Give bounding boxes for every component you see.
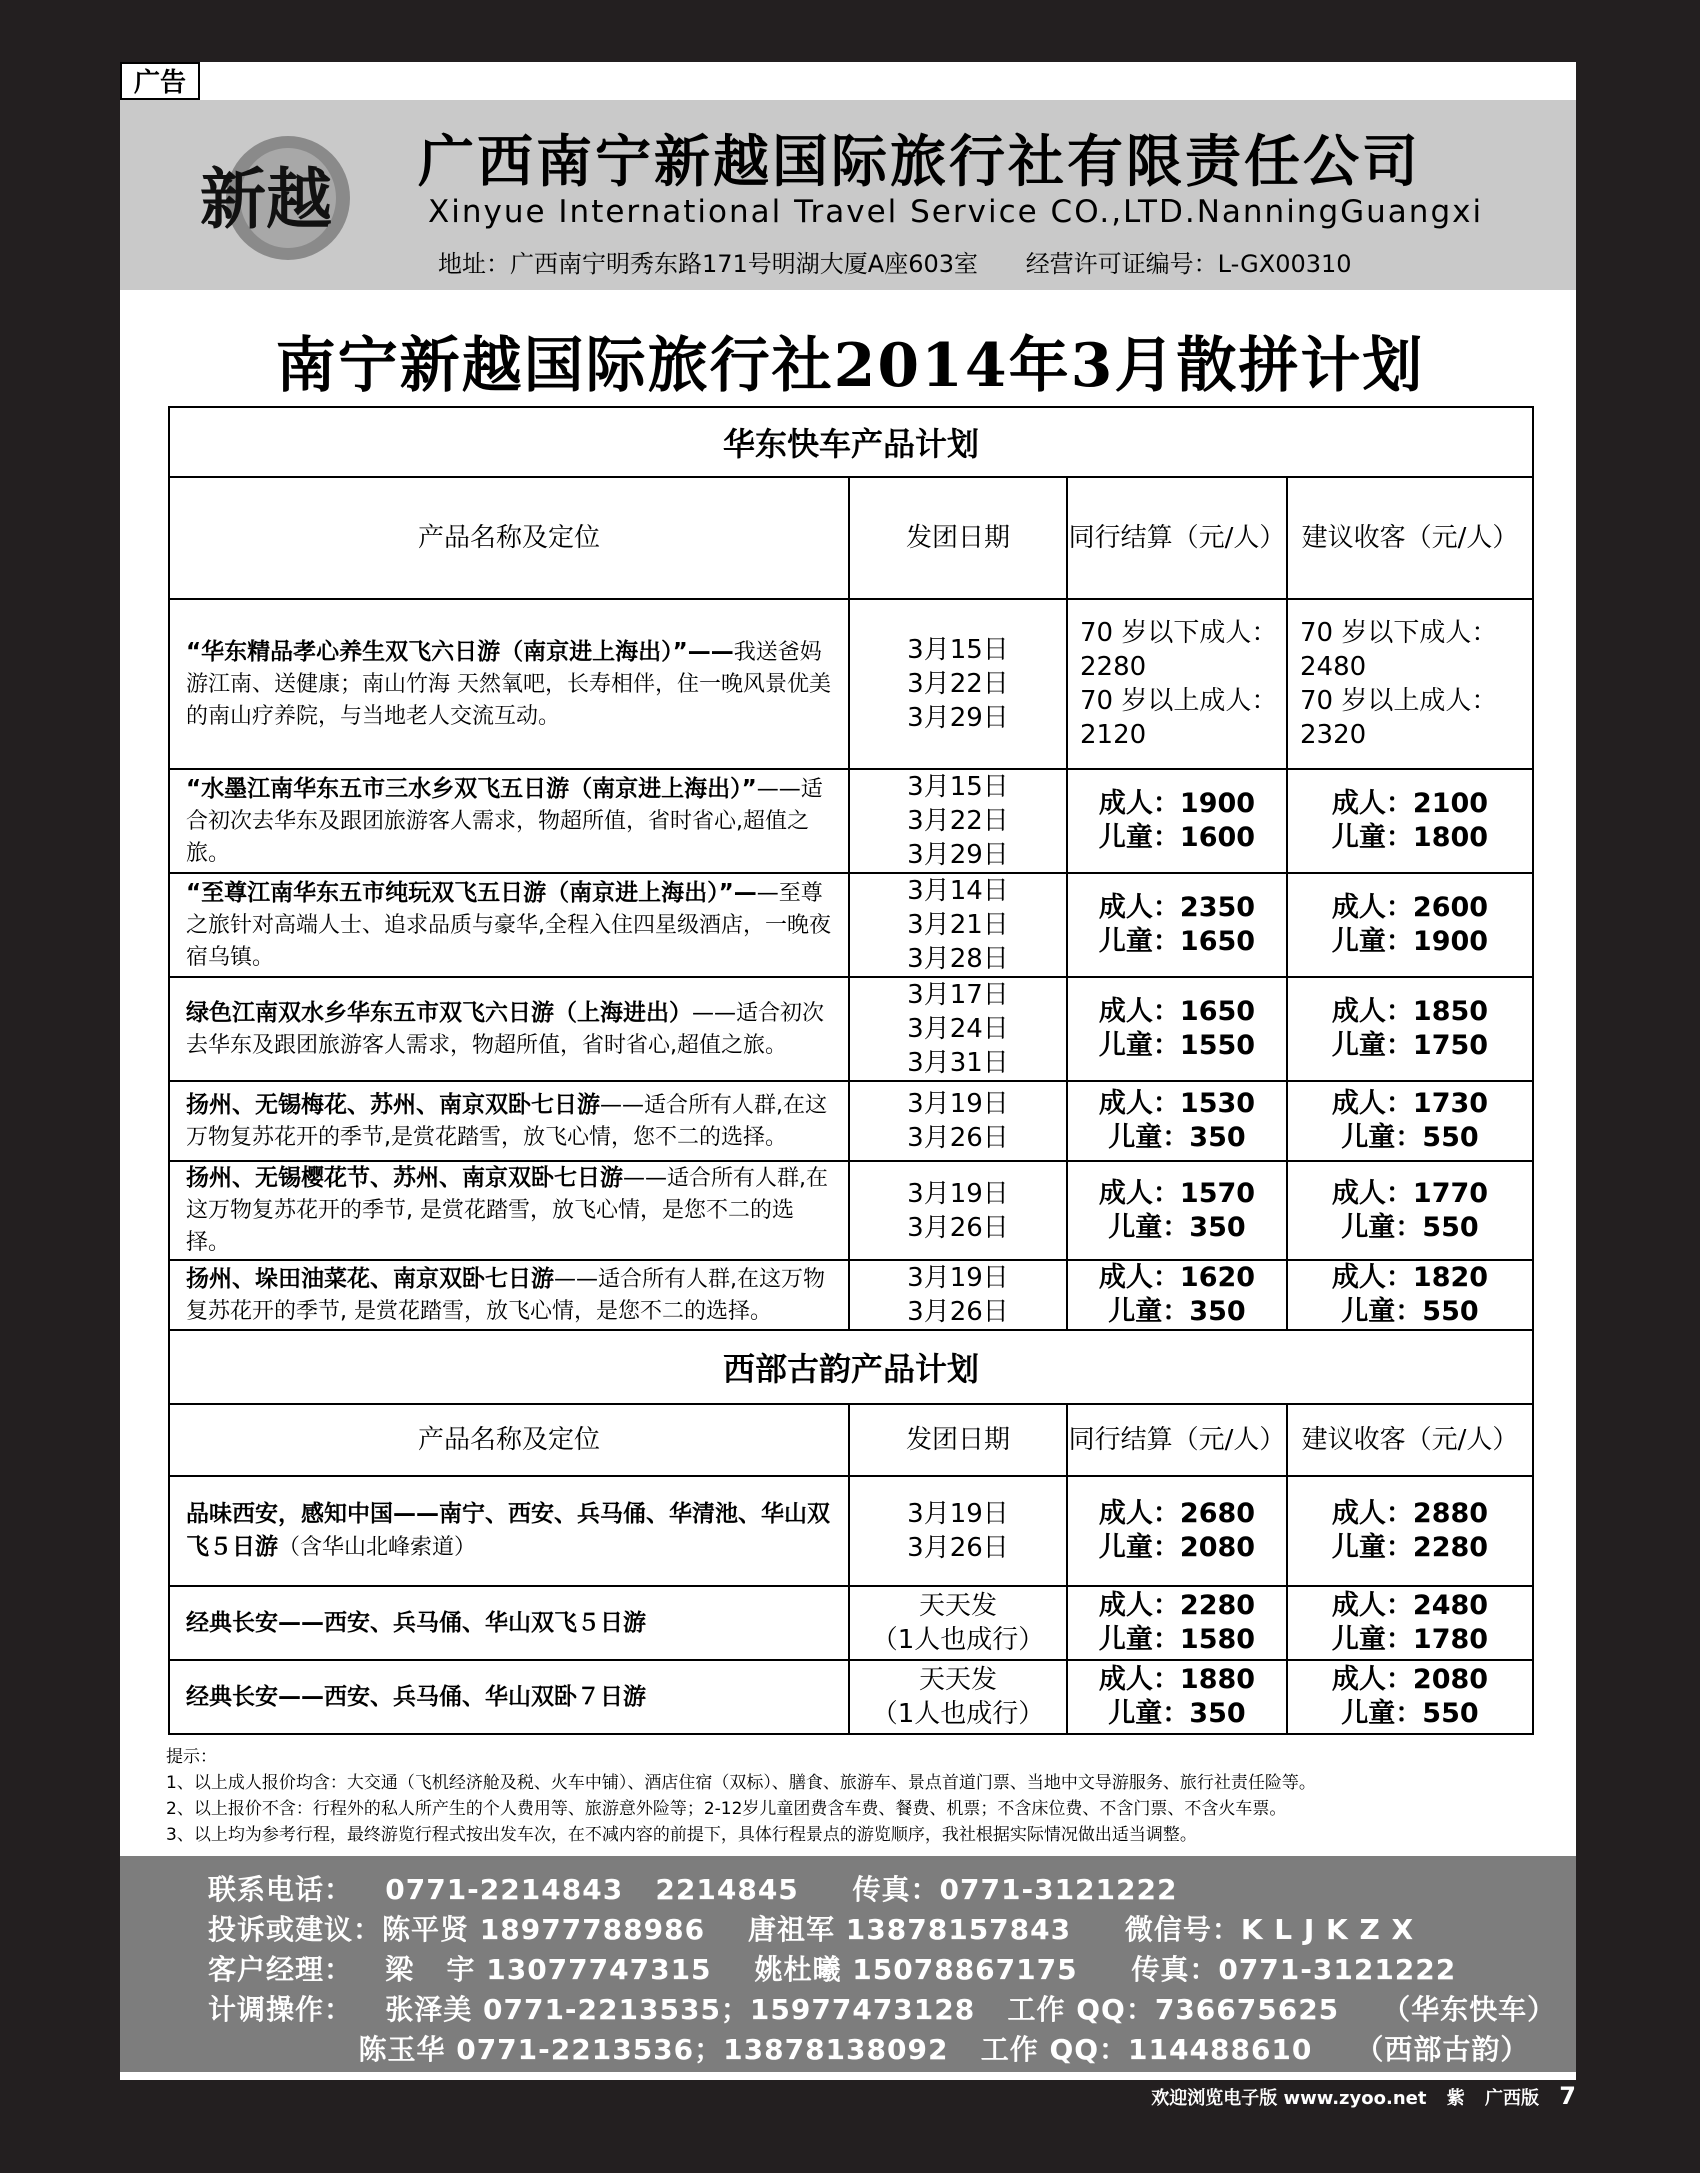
trade-price: 儿童：350: [1108, 1122, 1246, 1153]
table-row: [169, 1161, 1533, 1260]
product-cell: [169, 1586, 849, 1660]
product-name: “至尊江南华东五市纯玩双飞五日游（南京进上海出）”—: [186, 879, 757, 906]
trade-price-cell: [1067, 599, 1287, 769]
logo-text: 新越: [200, 160, 332, 238]
table-row: [169, 769, 1533, 873]
departure-date: 3月22日: [907, 806, 1009, 836]
product-desc: （含华山北峰索道）: [278, 1535, 477, 1560]
product-cell: [169, 599, 849, 769]
trade-price: 儿童：350: [1108, 1698, 1246, 1729]
trade-price: 成人：1650: [1098, 996, 1256, 1027]
trade-price: 70 岁以下成人：: [1080, 618, 1278, 648]
section-title: 华东快车产品计划: [169, 407, 1533, 477]
trade-price: 成人：2680: [1098, 1498, 1256, 1529]
brand-badge: 紫: [1446, 2088, 1465, 2109]
product-name: “华东精品孝心养生双飞六日游（南京进上海出）”——: [186, 638, 734, 665]
retail-price: 成人：1820: [1331, 1262, 1489, 1293]
departure-date: 3月14日: [907, 876, 1009, 906]
contact-phone: 联系电话： 0771-2214843 2214845 传真：0771-3121222: [208, 1873, 1178, 1906]
product-cell: [169, 977, 849, 1081]
dates-cell: [849, 873, 1067, 977]
header-retail: 建议收客（元/人）: [1287, 477, 1533, 599]
dates-cell: [849, 769, 1067, 873]
product-desc: —至尊之旅针对高端人士、追求品质与豪华,全程入住四星级酒店，一晚夜宿乌镇。: [186, 880, 831, 970]
notes: [166, 1744, 1566, 1848]
trade-price: 成人：1900: [1098, 788, 1256, 819]
retail-price-cell: [1287, 1081, 1533, 1161]
contact-operator-1: 计调操作： 张泽美 0771-2213535；15977473128 工作 QQ：736675625 （华东快车）: [208, 1993, 1557, 2026]
departure-date: 3月21日: [907, 910, 1009, 940]
contact-operator-2: 陈玉华 0771-2213536；13878138092 工作 QQ：114488610 （西部古韵）: [208, 2033, 1530, 2066]
retail-price: 2320: [1300, 720, 1367, 750]
page-footer: [1137, 2082, 1576, 2110]
retail-price: 儿童：550: [1341, 1698, 1479, 1729]
product-desc: ——适合所有人群,在这万物复苏花开的季节, 是赏花踏雪，放飞心情，是您不二的选择。: [186, 1266, 825, 1324]
retail-price: 成人：1850: [1331, 996, 1489, 1027]
retail-price-cell: [1287, 599, 1533, 769]
retail-price: 成人：2600: [1331, 892, 1489, 923]
dates-cell: [849, 1161, 1067, 1260]
note-line: 3、以上均为参考行程，最终游览行程式按出发车次，在不减内容的前提下，具体行程景点的游览顺序，我社根据实际情况做出适当调整。: [166, 1825, 1197, 1845]
retail-price: 70 岁以下成人：: [1300, 618, 1498, 648]
product-name: 经典长安——西安、兵马俑、华山双卧７日游: [186, 1683, 646, 1710]
table-row: [169, 1476, 1533, 1586]
product-desc: ——适合初次去华东及跟团旅游客人需求，物超所值，省时省心,超值之旅。: [186, 1000, 825, 1058]
trade-price: 成人：2350: [1098, 892, 1256, 923]
trade-price-cell: [1067, 1161, 1287, 1260]
retail-price: 儿童：550: [1341, 1122, 1479, 1153]
retail-price: 儿童：550: [1341, 1211, 1479, 1243]
retail-price: 成人：1770: [1331, 1177, 1489, 1209]
trade-price: 70 岁以上成人：: [1080, 686, 1278, 716]
trade-price-cell: [1067, 977, 1287, 1081]
departure-date: 3月26日: [907, 1123, 1009, 1153]
table-row: [169, 1660, 1533, 1734]
trade-price: 儿童：1550: [1098, 1030, 1256, 1061]
departure-date: 3月29日: [907, 840, 1009, 870]
ad-label: 广告: [120, 62, 200, 100]
product-name: “水墨江南华东五市三水乡双飞五日游（南京进上海出）”: [186, 775, 757, 802]
retail-price: 儿童：1800: [1331, 822, 1489, 853]
section-title: 西部古韵产品计划: [169, 1330, 1533, 1404]
retail-price: 成人：2480: [1331, 1590, 1489, 1621]
retail-price: 成人：2880: [1331, 1498, 1489, 1529]
departure-date: 3月26日: [907, 1297, 1009, 1327]
trade-price-cell: [1067, 1586, 1287, 1660]
trade-price: 儿童：1600: [1098, 822, 1256, 853]
product-name: 扬州、垛田油菜花、南京双卧七日游: [186, 1265, 554, 1292]
table-row: [169, 977, 1533, 1081]
product-desc: 我送爸妈游江南、送健康；南山竹海 天然氧吧，长寿相伴，住一晚风景优美的南山疗养院，与当地老人交流互动。: [186, 639, 831, 729]
product-cell: [169, 1260, 849, 1330]
product-name: 扬州、无锡樱花节、苏州、南京双卧七日游: [186, 1165, 623, 1191]
retail-price: 成人：1730: [1331, 1088, 1489, 1119]
dates-cell: [849, 1260, 1067, 1330]
retail-price-cell: [1287, 873, 1533, 977]
dates-cell: [849, 1476, 1067, 1586]
departure-date: 3月24日: [907, 1014, 1009, 1044]
note-line: 1、以上成人报价均含：大交通（飞机经济舱及税、火车中铺）、酒店住宿（双标）、膳食、旅游车、景点首道门票、当地中文导游服务、旅行社责任险等。: [166, 1773, 1316, 1793]
retail-price-cell: [1287, 1161, 1533, 1260]
product-cell: [169, 769, 849, 873]
website-text: 欢迎浏览电子版 www.zyoo.net: [1151, 2088, 1427, 2109]
edition-label: 广西版: [1485, 2088, 1540, 2109]
retail-price-cell: [1287, 1660, 1533, 1734]
departure-date: 3月19日: [907, 1499, 1009, 1529]
header-retail: 建议收客（元/人）: [1287, 1404, 1533, 1476]
header-trade: 同行结算（元/人）: [1067, 477, 1287, 599]
trade-price: 2120: [1080, 720, 1147, 750]
retail-price-cell: [1287, 769, 1533, 873]
dates-cell: [849, 599, 1067, 769]
retail-price: 儿童：1900: [1331, 926, 1489, 957]
page-number: 7: [1559, 2082, 1576, 2110]
product-cell: [169, 1161, 849, 1260]
departure-date: 3月17日: [907, 980, 1009, 1010]
departure-date: 3月19日: [907, 1263, 1009, 1293]
retail-price: 儿童：2280: [1331, 1532, 1489, 1563]
departure-date: 3月28日: [907, 944, 1009, 974]
departure-date: 天天发: [918, 1591, 997, 1621]
product-name: 品味西安，感知中国——南宁、西安、兵马俑、华清池、华山双飞５日游: [186, 1501, 830, 1560]
retail-price: 成人：2100: [1331, 788, 1489, 819]
retail-price-cell: [1287, 977, 1533, 1081]
product-name: 经典长安——西安、兵马俑、华山双飞５日游: [186, 1609, 646, 1636]
trade-price: 儿童：350: [1108, 1211, 1246, 1243]
trade-price-cell: [1067, 1660, 1287, 1734]
trade-price: 成人：1620: [1098, 1262, 1256, 1293]
table-header-row: [169, 477, 1533, 599]
departure-date: （1人也成行）: [871, 1699, 1045, 1729]
departure-date: 3月29日: [907, 703, 1009, 733]
table-row: [169, 1081, 1533, 1161]
header-date: 发团日期: [849, 1404, 1067, 1476]
header-name: 产品名称及定位: [169, 477, 849, 599]
main-title: 南宁新越国际旅行社2014年3月散拼计划: [275, 331, 1425, 401]
dates-cell: [849, 1660, 1067, 1734]
section-title-row: [169, 407, 1533, 477]
contact-complaint: 投诉或建议：陈平贤 18977788986 唐祖军 13878157843 微信号：K L J K Z X: [208, 1913, 1415, 1946]
dates-cell: [849, 977, 1067, 1081]
trade-price: 儿童：1580: [1098, 1624, 1256, 1655]
table-row: [169, 1586, 1533, 1660]
trade-price: 儿童：1650: [1098, 926, 1256, 957]
retail-price: 儿童：550: [1341, 1296, 1479, 1327]
product-cell: [169, 873, 849, 977]
product-cell: [169, 1476, 849, 1586]
header-trade: 同行结算（元/人）: [1067, 1404, 1287, 1476]
company-address: 地址：广西南宁明秀东路171号明湖大厦A座603室: [438, 250, 979, 278]
retail-price: 70 岁以上成人：: [1300, 686, 1498, 716]
company-name-cn: 广西南宁新越国际旅行社有限责任公司: [418, 129, 1421, 195]
table-header-row: [169, 1404, 1533, 1476]
departure-date: （1人也成行）: [871, 1625, 1045, 1655]
dates-cell: [849, 1586, 1067, 1660]
table-row: [169, 599, 1533, 769]
trade-price: 成人：1530: [1098, 1088, 1256, 1119]
retail-price-cell: [1287, 1476, 1533, 1586]
table-row: [169, 1260, 1533, 1330]
departure-date: 3月26日: [907, 1533, 1009, 1563]
contact-manager: 客户经理： 梁 宇 13077747315 姚杜曦 15078867175 传真：0771-3121222: [208, 1953, 1457, 1986]
section-title-row: [169, 1330, 1533, 1404]
company-address-line: [438, 244, 1392, 279]
product-desc: ——适合所有人群,在这万物复苏花开的季节,是赏花踏雪，放飞心情，您不二的选择。: [186, 1092, 827, 1150]
trade-price: 儿童：2080: [1098, 1532, 1256, 1563]
product-cell: [169, 1081, 849, 1161]
product-name: 扬州、无锡梅花、苏州、南京双卧七日游: [186, 1091, 600, 1118]
trade-price: 儿童：350: [1108, 1296, 1246, 1327]
trade-price: 成人：2280: [1098, 1590, 1256, 1621]
trade-price: 成人：1570: [1098, 1177, 1256, 1209]
table-row: [169, 873, 1533, 977]
product-name: 绿色江南双水乡华东五市双飞六日游（上海进出）: [186, 999, 692, 1026]
trade-price-cell: [1067, 1260, 1287, 1330]
retail-price: 成人：2080: [1331, 1664, 1489, 1695]
tour-plan-table: [168, 406, 1534, 1735]
company-name-en: Xinyue International Travel Service CO.,LTD.NanningGuangxi: [428, 194, 1484, 230]
trade-price-cell: [1067, 1081, 1287, 1161]
product-desc: ——适合初次去华东及跟团旅游客人需求，物超所值，省时省心,超值之旅。: [186, 776, 823, 866]
product-cell: [169, 1660, 849, 1734]
trade-price-cell: [1067, 1476, 1287, 1586]
departure-date: 3月19日: [907, 1178, 1009, 1209]
departure-date: 3月22日: [907, 669, 1009, 699]
departure-date: 3月26日: [907, 1212, 1009, 1243]
departure-date: 3月15日: [907, 772, 1009, 802]
retail-price: 2480: [1300, 652, 1367, 682]
header-date: 发团日期: [849, 477, 1067, 599]
trade-price-cell: [1067, 873, 1287, 977]
retail-price: 儿童：1750: [1331, 1030, 1489, 1061]
company-logo: [178, 120, 368, 270]
departure-date: 天天发: [918, 1665, 997, 1695]
note-line: 2、以上报价不含：行程外的私人所产生的个人费用等、旅游意外险等；2-12岁儿童团费含车费、餐费、机票；不含床位费、不含门票、不含火车票。: [166, 1799, 1287, 1819]
header-name: 产品名称及定位: [169, 1404, 849, 1476]
departure-date: 3月31日: [907, 1048, 1009, 1078]
company-license: 经营许可证编号：L-GX00310: [1025, 250, 1352, 278]
trade-price-cell: [1067, 769, 1287, 873]
trade-price: 2280: [1080, 652, 1147, 682]
retail-price-cell: [1287, 1586, 1533, 1660]
retail-price-cell: [1287, 1260, 1533, 1330]
departure-date: 3月19日: [907, 1089, 1009, 1119]
dates-cell: [849, 1081, 1067, 1161]
departure-date: 3月15日: [907, 635, 1009, 665]
trade-price: 成人：1880: [1098, 1664, 1256, 1695]
note-line: 提示：: [166, 1747, 217, 1767]
product-desc: ——适合所有人群,在这万物复苏花开的季节, 是赏花踏雪，放飞心情，是您不二的选择。: [186, 1166, 828, 1255]
retail-price: 儿童：1780: [1331, 1624, 1489, 1655]
